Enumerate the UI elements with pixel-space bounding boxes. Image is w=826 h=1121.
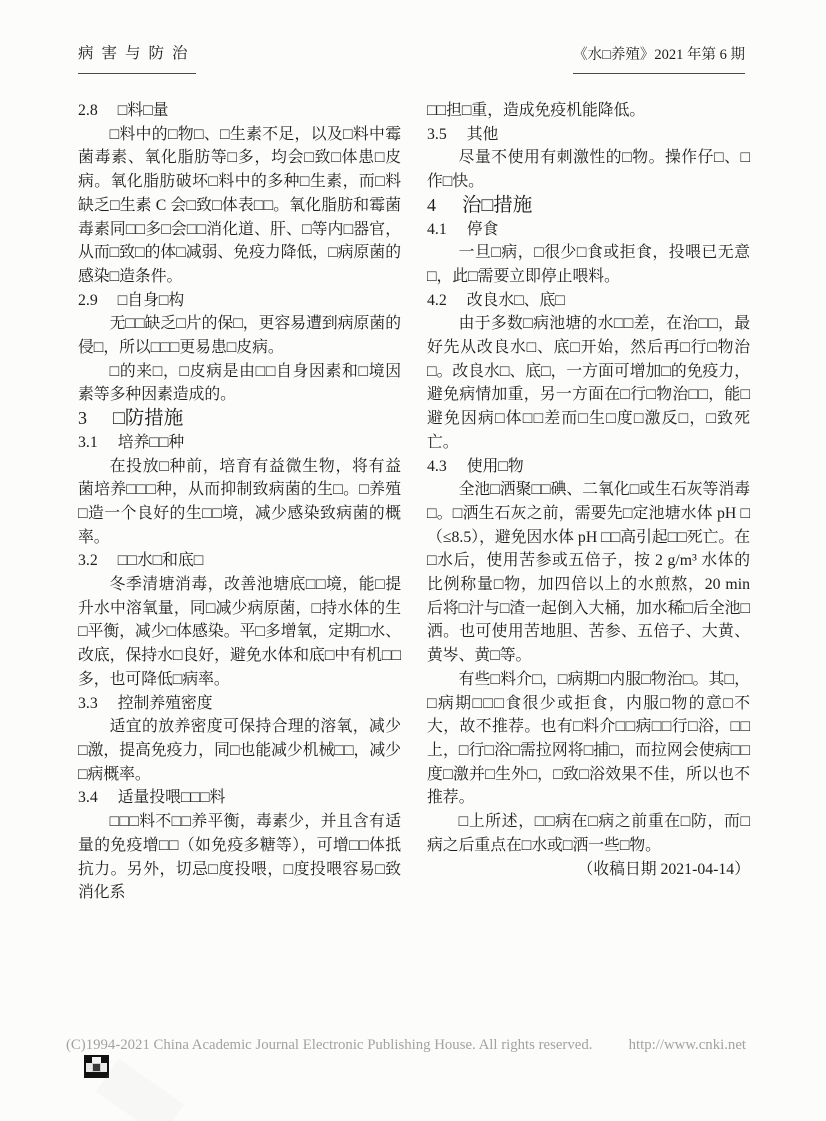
- paragraph: 一旦□病，□很少□食或拒食，投喂已无意□，此□需要立即停止喂料。: [427, 244, 750, 285]
- section-title: □料□量: [117, 102, 169, 119]
- section-number: 4.1: [427, 220, 447, 238]
- section-number: 2.8: [78, 102, 98, 119]
- section-number: 2.9: [78, 291, 98, 309]
- text-column-left: [78, 99, 401, 905]
- section-title: 治□措施: [462, 194, 533, 216]
- section-number: 3.3: [78, 694, 98, 712]
- section-title: 培养□□种: [117, 433, 185, 451]
- paragraph: □□□料不□□养平衡，毒素少，并且含有适量的免疫增□□（如免疫多糖等），可增□□体抵抗力。另外，切忌□度投喂，□度投喂容易□致消化系: [78, 813, 401, 902]
- paragraph: 全池□洒聚□□碘、二氧化□或生石灰等消毒□。□洒生石灰之前，需要先□定池塘水体 pH □（≤8.5），避免因水体 pH □□高引起□□死亡。在□水后，使用苦参或五倍子，按 2 g/m³ 水体的比例称量□物，加四倍以上的水煎熬，20 min 后将□汁与□渣一起倒入大桶，加水稀□后全池□洒。也可使用苦地胆、苦参、五倍子、大黄、黄岑、黄□等。: [427, 481, 750, 665]
- section-title: 适量投喂□□□料: [117, 789, 226, 807]
- paragraph: □□担□重，造成免疫机能降低。: [427, 102, 646, 119]
- section-title: 停食: [466, 220, 499, 238]
- received-date: （收稿日期 2021-04-14）: [577, 860, 750, 878]
- section-number: 3.5: [427, 125, 447, 143]
- footer-url: http://www.cnki.net: [628, 1037, 746, 1053]
- section-title: 其他: [466, 125, 499, 143]
- footer: [66, 1037, 746, 1054]
- cnki-pixel-logo-icon: [84, 1055, 109, 1078]
- running-head-column-label: 病害与防治: [78, 41, 196, 74]
- section-heading-3.1: [78, 431, 401, 455]
- section-heading-4.2: [427, 289, 750, 313]
- section-heading-4.1: [427, 218, 750, 242]
- scan-watermark: [96, 1059, 184, 1121]
- paragraph: 由于多数□病池塘的水□□差，在治□□，最好先从改良水□、底□开始，然后再□行□物治□。改良水□、底□，一方面可增加□的免疫力，避免病情加重，另一方面在□行□物治□□，能□避免因病□体□□差而□生□度□激反□，□致死亡。: [427, 315, 750, 451]
- text-column-right: [427, 99, 750, 881]
- paragraph: 无□□缺乏□片的保□，更容易遭到病原菌的侵□，所以□□□更易患□皮病。: [78, 315, 401, 357]
- paragraph: 在投放□种前，培育有益微生物，将有益菌培养□□□种，从而抑制致病菌的生□。□养殖□造一个良好的生□□境，减少感染致病菌的概率。: [78, 457, 401, 546]
- section-number: 3.4: [78, 789, 98, 807]
- paragraph: 适宜的放养密度可保持合理的溶氧，减少□激，提高免疫力，同□也能减少机械□□，减少□病概率。: [78, 718, 401, 783]
- section-number: 3: [78, 408, 87, 429]
- paragraph: 有些□料介□，□病期□内服□物治□。其□，□病期□□□食很少或拒食，内服□物的意□不大，故不推荐。也有□料介□□病□□行□浴，□□上，□行□浴□需拉网将□捕□，而拉网会使病□□度□激并□生外□，□致□浴效果不佳，所以也不推荐。: [427, 670, 750, 807]
- section-heading-4: [427, 194, 750, 218]
- section-number: 3.2: [78, 552, 98, 570]
- section-heading-2.8: [78, 99, 401, 123]
- section-heading-4.3: [427, 455, 750, 479]
- paragraph: □上所述，□□病在□病之前重在□防，而□病之后重点在□水或□洒一些□物。: [427, 813, 750, 854]
- section-title: 使用□物: [466, 457, 524, 475]
- running-head-journal-issue: 《水□养殖》2021 年第 6 期: [573, 43, 745, 74]
- section-heading-3: [78, 407, 401, 431]
- section-number: 4: [427, 194, 436, 215]
- section-heading-3.4: [78, 786, 401, 810]
- footer-copyright: (C)1994-2021 China Academic Journal Electronic Publishing House. All rights reserved.: [66, 1037, 593, 1053]
- section-title: 改良水□、底□: [466, 291, 565, 309]
- paragraph: 尽量不使用有刺激性的□物。操作仔□、□作□快。: [427, 149, 750, 191]
- section-title: □防措施: [113, 408, 184, 430]
- section-heading-3.2: [78, 549, 401, 573]
- section-number: 4.3: [427, 457, 447, 475]
- section-title: 控制养殖密度: [117, 694, 213, 712]
- section-title: □□水□和底□: [117, 552, 204, 570]
- section-title: □自身□构: [117, 291, 185, 309]
- paragraph: □的来□，□皮病是由□□自身因素和□境因素等多种因素造成的。: [78, 362, 401, 404]
- paragraph: 冬季清塘消毒，改善池塘底□□境，能□提升水中溶氧量，同□减少病原菌，□持水体的生□平衡，减少□体感染。平□多增氧，定期□水、改底，保持水□良好，避免水体和底□中有机□□多，也可降低□病率。: [78, 576, 401, 688]
- section-number: 4.2: [427, 291, 447, 309]
- section-heading-2.9: [78, 289, 401, 313]
- section-number: 3.1: [78, 433, 98, 451]
- paragraph: □料中的□物□、□生素不足，以及□料中霉菌毒素、氧化脂肪等□多，均会□致□体患□皮病。氧化脂肪破坏□料中的多种□生素，而□料缺乏□生素 C 会□致□体表□□。氧化脂肪和霉菌毒素同□□多□会□□消化道、肝、□等内□器官，从而□致□的体□减弱、免疫力降低，□病原菌的感染□造条件。: [78, 125, 401, 285]
- section-heading-3.3: [78, 692, 401, 716]
- section-heading-3.5: [427, 123, 750, 147]
